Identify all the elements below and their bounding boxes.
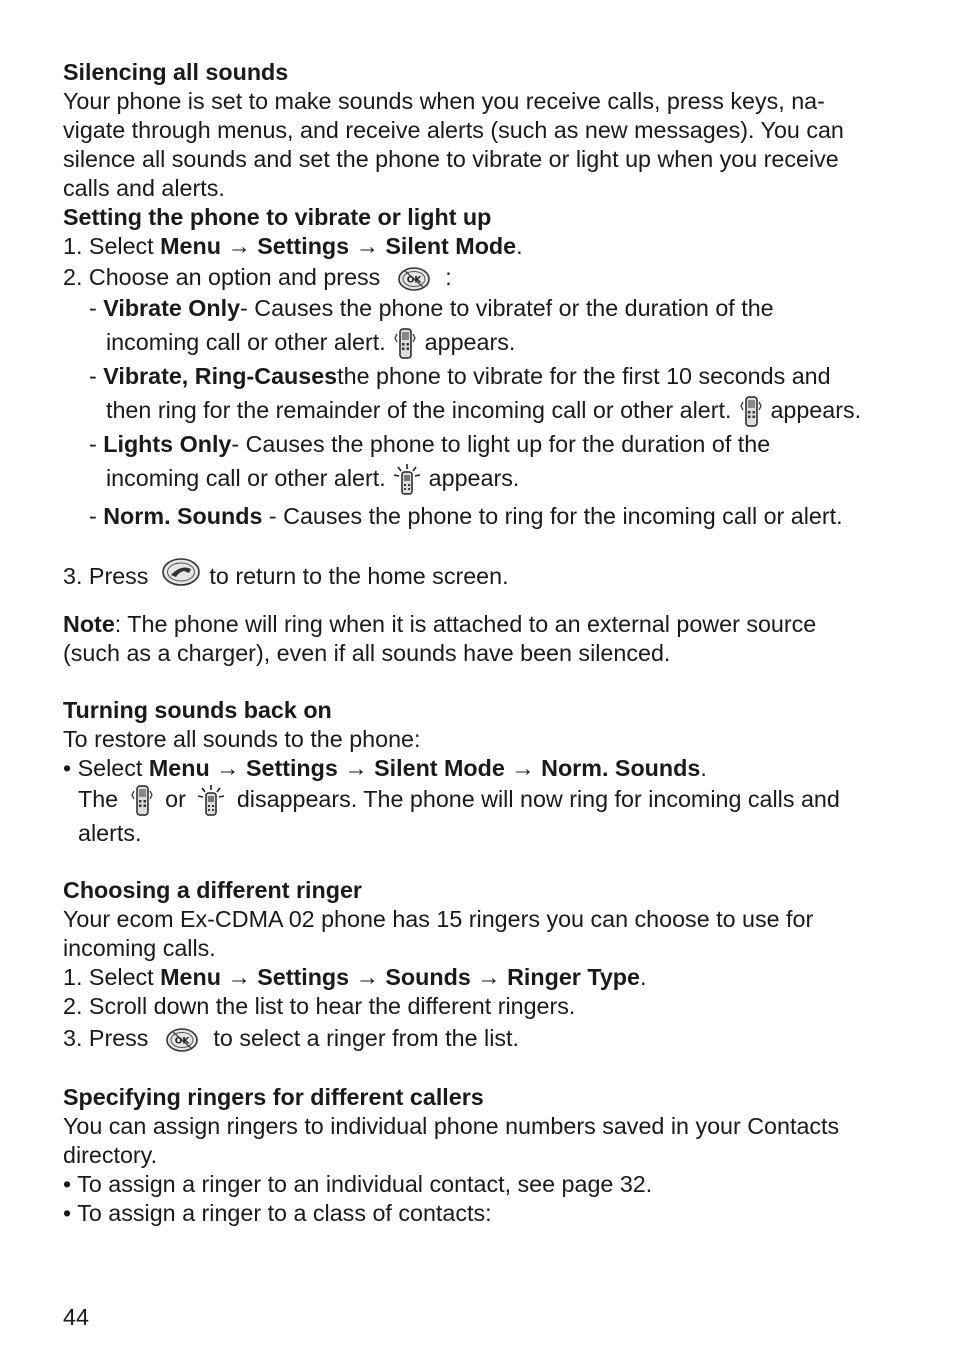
manual-page: [63, 58, 903, 1228]
svg-text:OK: OK: [406, 275, 422, 286]
body-line: You can assign ringers to individual phone numbers saved in your Contacts: [63, 1112, 840, 1139]
light-up-icon: [392, 463, 422, 497]
body-line: incoming calls.: [63, 934, 216, 961]
heading-silencing: Silencing all sounds: [63, 59, 289, 85]
ok-key-icon: [397, 265, 431, 293]
vibrate-phone-icon: [738, 394, 764, 430]
body-line: Your ecom Ex-CDMA 02 phone has 15 ringers you can choose to use for: [63, 905, 814, 932]
step-3: 3. Press to return to the home screen.: [63, 556, 903, 596]
option-lights-only-line2: incoming call or other alert. appears.: [63, 459, 903, 498]
page-number: 44: [63, 1304, 89, 1330]
note: Note: The phone will ring when it is attached to an external power source: [63, 610, 817, 637]
turning-result: The or disappears. The phone will now ring for incoming calls and: [63, 783, 903, 819]
step-1: 1. Select Menu → Settings → Silent Mode.: [63, 233, 523, 259]
vibrate-phone-icon: [392, 326, 418, 362]
body-line: directory.: [63, 1141, 158, 1168]
body-line: vigate through menus, and receive alerts (such as new messages). You can: [63, 117, 844, 143]
turning-result-line2: alerts.: [78, 819, 142, 846]
option-vibrate-ring: - Vibrate, Ring-Causesthe phone to vibrate for the first 10 seconds and: [89, 362, 831, 389]
option-vibrate-only-line2: incoming call or other alert. appears.: [63, 323, 903, 362]
end-key-icon: [161, 556, 201, 588]
option-lights-only: - Lights Only- Causes the phone to light up for the duration of the: [89, 430, 771, 457]
ringer-step-2: 2. Scroll down the list to hear the different ringers.: [63, 992, 576, 1019]
option-norm-sounds: - Norm. Sounds - Causes the phone to ring for the incoming call or alert.: [89, 503, 843, 530]
ringer-step-1: 1. Select Menu → Settings → Sounds → Ringer Type.: [63, 963, 647, 990]
note-line2: (such as a charger), even if all sounds have been silenced.: [63, 639, 671, 666]
list-item: • To assign a ringer to an individual contact, see page 32.: [63, 1170, 653, 1197]
turning-intro: To restore all sounds to the phone:: [63, 725, 421, 752]
heading-specifying: Specifying ringers for different callers: [63, 1083, 484, 1110]
light-up-icon: [196, 784, 226, 818]
list-item: • To assign a ringer to a class of contacts:: [63, 1199, 492, 1226]
ok-key-icon: [165, 1026, 199, 1054]
vibrate-phone-icon: [129, 783, 155, 819]
option-vibrate-ring-line2: then ring for the remainder of the incoming call or other alert. appears.: [63, 391, 903, 430]
heading-ringer: Choosing a different ringer: [63, 876, 362, 903]
turning-bullet: • Select Menu → Settings → Silent Mode → Norm. Sounds.: [63, 754, 707, 781]
svg-text:OK: OK: [174, 1036, 190, 1047]
heading-turning: Turning sounds back on: [63, 696, 332, 723]
body-line: Your phone is set to make sounds when you receive calls, press keys, na-: [63, 88, 825, 114]
heading-vibrate: Setting the phone to vibrate or light up: [63, 204, 492, 230]
option-vibrate-only: - Vibrate Only- Causes the phone to vibratef or the duration of the: [89, 295, 774, 321]
body-line: silence all sounds and set the phone to vibrate or light up when you receive: [63, 146, 839, 172]
ringer-step-3: 3. Press OK to select a ringer from the list.: [63, 1021, 903, 1055]
step-2: 2. Choose an option and press OK :: [63, 261, 903, 294]
body-line: calls and alerts.: [63, 175, 225, 201]
